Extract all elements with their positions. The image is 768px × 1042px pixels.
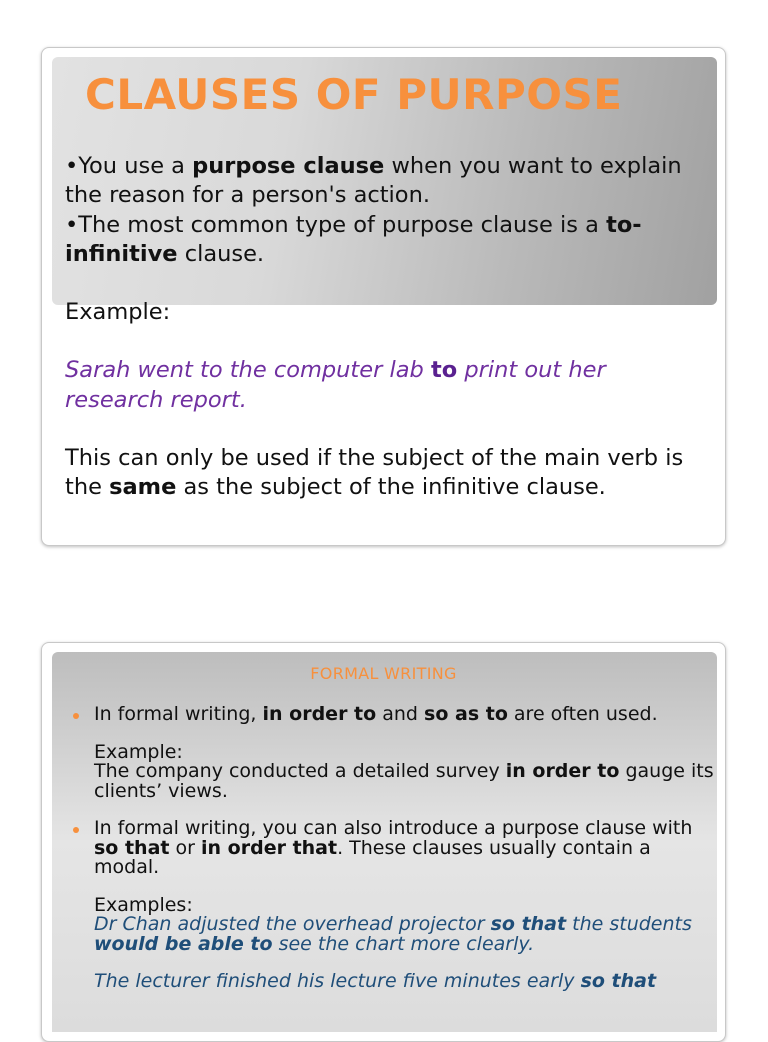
slide-body <box>65 152 705 503</box>
text: The company conducted a detailed survey <box>94 760 506 782</box>
bullet-dot-icon <box>73 827 79 833</box>
example-sentence-lecturer <box>94 972 714 992</box>
slide-body <box>94 705 714 992</box>
example-sentence-dr-chan <box>94 915 714 954</box>
bullet-text <box>94 705 714 725</box>
text: Sarah went to the computer lab <box>65 357 431 384</box>
bullet-dot-icon <box>73 713 79 719</box>
text: •The most common type of purpose clause is a <box>65 211 607 238</box>
text: and <box>376 703 425 725</box>
example-sentence <box>94 762 714 801</box>
bold-term: so that <box>490 913 567 935</box>
text: •You use a <box>65 153 193 179</box>
bullet-formal-usage <box>94 705 714 801</box>
bold-term: so that <box>580 970 657 992</box>
slide-title: FORMAL WRITING <box>310 664 457 683</box>
bullet-purpose-clause <box>65 152 705 211</box>
text: In formal writing, <box>94 703 263 725</box>
text: as the subject of the infinitive clause. <box>176 474 606 501</box>
text: when you want to explain the reason for a person's action. <box>65 153 682 209</box>
text: The lecturer finished his lecture five minutes early <box>94 970 581 992</box>
bold-term: purpose clause <box>192 153 385 179</box>
text: or <box>169 836 202 859</box>
text: see the chart more clearly. <box>272 932 535 955</box>
bold-term: same <box>109 474 177 501</box>
bold-term: in order to <box>262 703 377 725</box>
usage-note <box>65 444 705 503</box>
text: print out her research report. <box>65 357 606 413</box>
text: the students <box>566 913 692 935</box>
slide-formal-writing <box>41 642 726 1042</box>
bold-term: in order to <box>505 760 620 782</box>
text: . These clauses usually contain a modal. <box>94 836 651 878</box>
text: clause. <box>177 240 265 267</box>
bullet-to-infinitive <box>65 211 705 270</box>
examples-label: Examples: <box>94 893 193 916</box>
text: This can only be used if the subject of the main verb is the <box>65 445 684 501</box>
example-label: Example: <box>94 740 183 763</box>
bullet-text <box>94 819 714 878</box>
text: Dr Chan adjusted the overhead projector <box>94 913 491 935</box>
bold-term: would be able to <box>94 932 273 955</box>
bold-term: to <box>430 357 458 384</box>
example-sentence <box>65 356 705 415</box>
bold-term: so as to <box>424 703 508 725</box>
bullet-so-that <box>94 819 714 992</box>
text: are often used. <box>507 703 658 725</box>
text: In formal writing, you can also introduce a purpose clause with <box>94 817 693 839</box>
bold-term: to-infinitive <box>65 211 642 267</box>
text: gauge its clients’ views. <box>94 760 714 802</box>
bold-term: so that <box>94 836 170 859</box>
example-label: Example: <box>65 299 171 326</box>
bold-term: in order that <box>201 836 338 859</box>
slide-title: CLAUSES OF PURPOSE <box>85 70 623 119</box>
slide-clauses-of-purpose <box>41 47 726 546</box>
